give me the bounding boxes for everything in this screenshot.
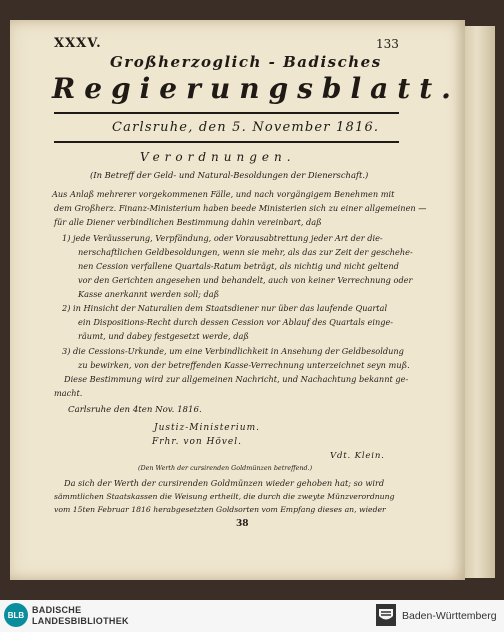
signature-ministry: Justiz-Ministerium.	[154, 423, 261, 433]
dateline: Carlsruhe, den 5. November 1816.	[112, 120, 380, 135]
library-name-line1: BADISCHE	[32, 605, 82, 615]
gazette-title-line2: Regierungsblatt.	[52, 72, 460, 105]
body-line: ein Dispositions-Recht durch dessen Cession vor Ablauf des Quartals einge-	[78, 317, 394, 327]
library-name-line2: LANDESBIBLIOTHEK	[32, 616, 129, 626]
notice-heading: (Den Werth der cursirenden Goldmünzen betreffend.)	[138, 464, 313, 472]
blb-logo-text: BLB	[7, 610, 25, 620]
body-line: Aus Anlaß mehrerer vorgekommenen Fälle, und nach vorgängigem Benehmen mit	[52, 189, 395, 199]
notice-line: Da sich der Werth der cursirenden Goldmünzen wieder gehoben hat; so wird	[64, 478, 385, 488]
state-coat-of-arms-icon	[376, 604, 396, 626]
section-heading: Verordnungen.	[140, 150, 296, 164]
body-line: nen Cession verfallene Quartals-Ratum beträgt, als nichtig und nicht geltend	[78, 261, 399, 271]
title-rule	[54, 112, 399, 114]
dateline-rule	[54, 141, 399, 143]
signature-date: Carlsruhe den 4ten Nov. 1816.	[68, 405, 202, 415]
signature-countersign: Vdt. Klein.	[330, 451, 385, 461]
body-line: macht.	[54, 388, 83, 398]
blb-logo[interactable]	[4, 603, 28, 627]
body-line: zu bewirken, von der betreffenden Kasse-Verrechnung unterzeichnet seyn muß.	[78, 360, 410, 370]
signature-minister: Frhr. von Hövel.	[152, 437, 242, 447]
state-name[interactable]: Baden-Württemberg	[402, 610, 497, 622]
body-line: Kasse anerkannt werden soll; daß	[78, 289, 220, 299]
body-line: 1) jede Veräusserung, Verpfändung, oder Vorausabtrettung jeder Art der die-	[62, 233, 383, 243]
body-line: vor den Gerichten angesehen und behandelt, auch von keiner Verrechnung oder	[78, 275, 413, 285]
page-edge	[465, 26, 495, 578]
issue-number: XXXV.	[54, 36, 102, 51]
page-number: 133	[376, 37, 399, 51]
body-line: nerschaftlichen Geldbesoldungen, wenn sie mehr, als das zur Zeit der geschehe-	[78, 247, 413, 257]
body-line: Diese Bestimmung wird zur allgemeinen Nachricht, und Nachachtung bekannt ge-	[64, 374, 409, 384]
body-line: räumt, und dabey festgesetzt werde, daß	[78, 331, 249, 341]
body-line: 2) in Hinsicht der Naturalien dem Staatsdiener nur über das laufende Quartal	[62, 303, 388, 313]
notice-line: sämmtlichen Staatskassen die Weisung ertheilt, die durch die zweyte Münzverordnung	[54, 492, 395, 501]
sheet-signature: 38	[236, 519, 249, 529]
section-subheading: (In Betreff der Geld- und Natural-Besoldungen der Dienerschaft.)	[90, 170, 369, 180]
body-line: 3) die Cessions-Urkunde, um eine Verbindlichkeit in Ansehung der Geldbesoldung	[62, 346, 404, 356]
gazette-title-line1: Großherzoglich - Badisches	[110, 53, 382, 71]
body-line: für alle Diener verbindlichen Bestimmung dahin vereinbart, daß	[54, 217, 322, 227]
notice-line: vom 15ten Februar 1816 herabgesetzten Goldsorten vom Empfang dieses an, wieder	[54, 505, 386, 514]
body-line: dem Großherz. Finanz-Ministerium haben beede Ministerien sich zu einer allgemeinen —	[54, 203, 427, 213]
